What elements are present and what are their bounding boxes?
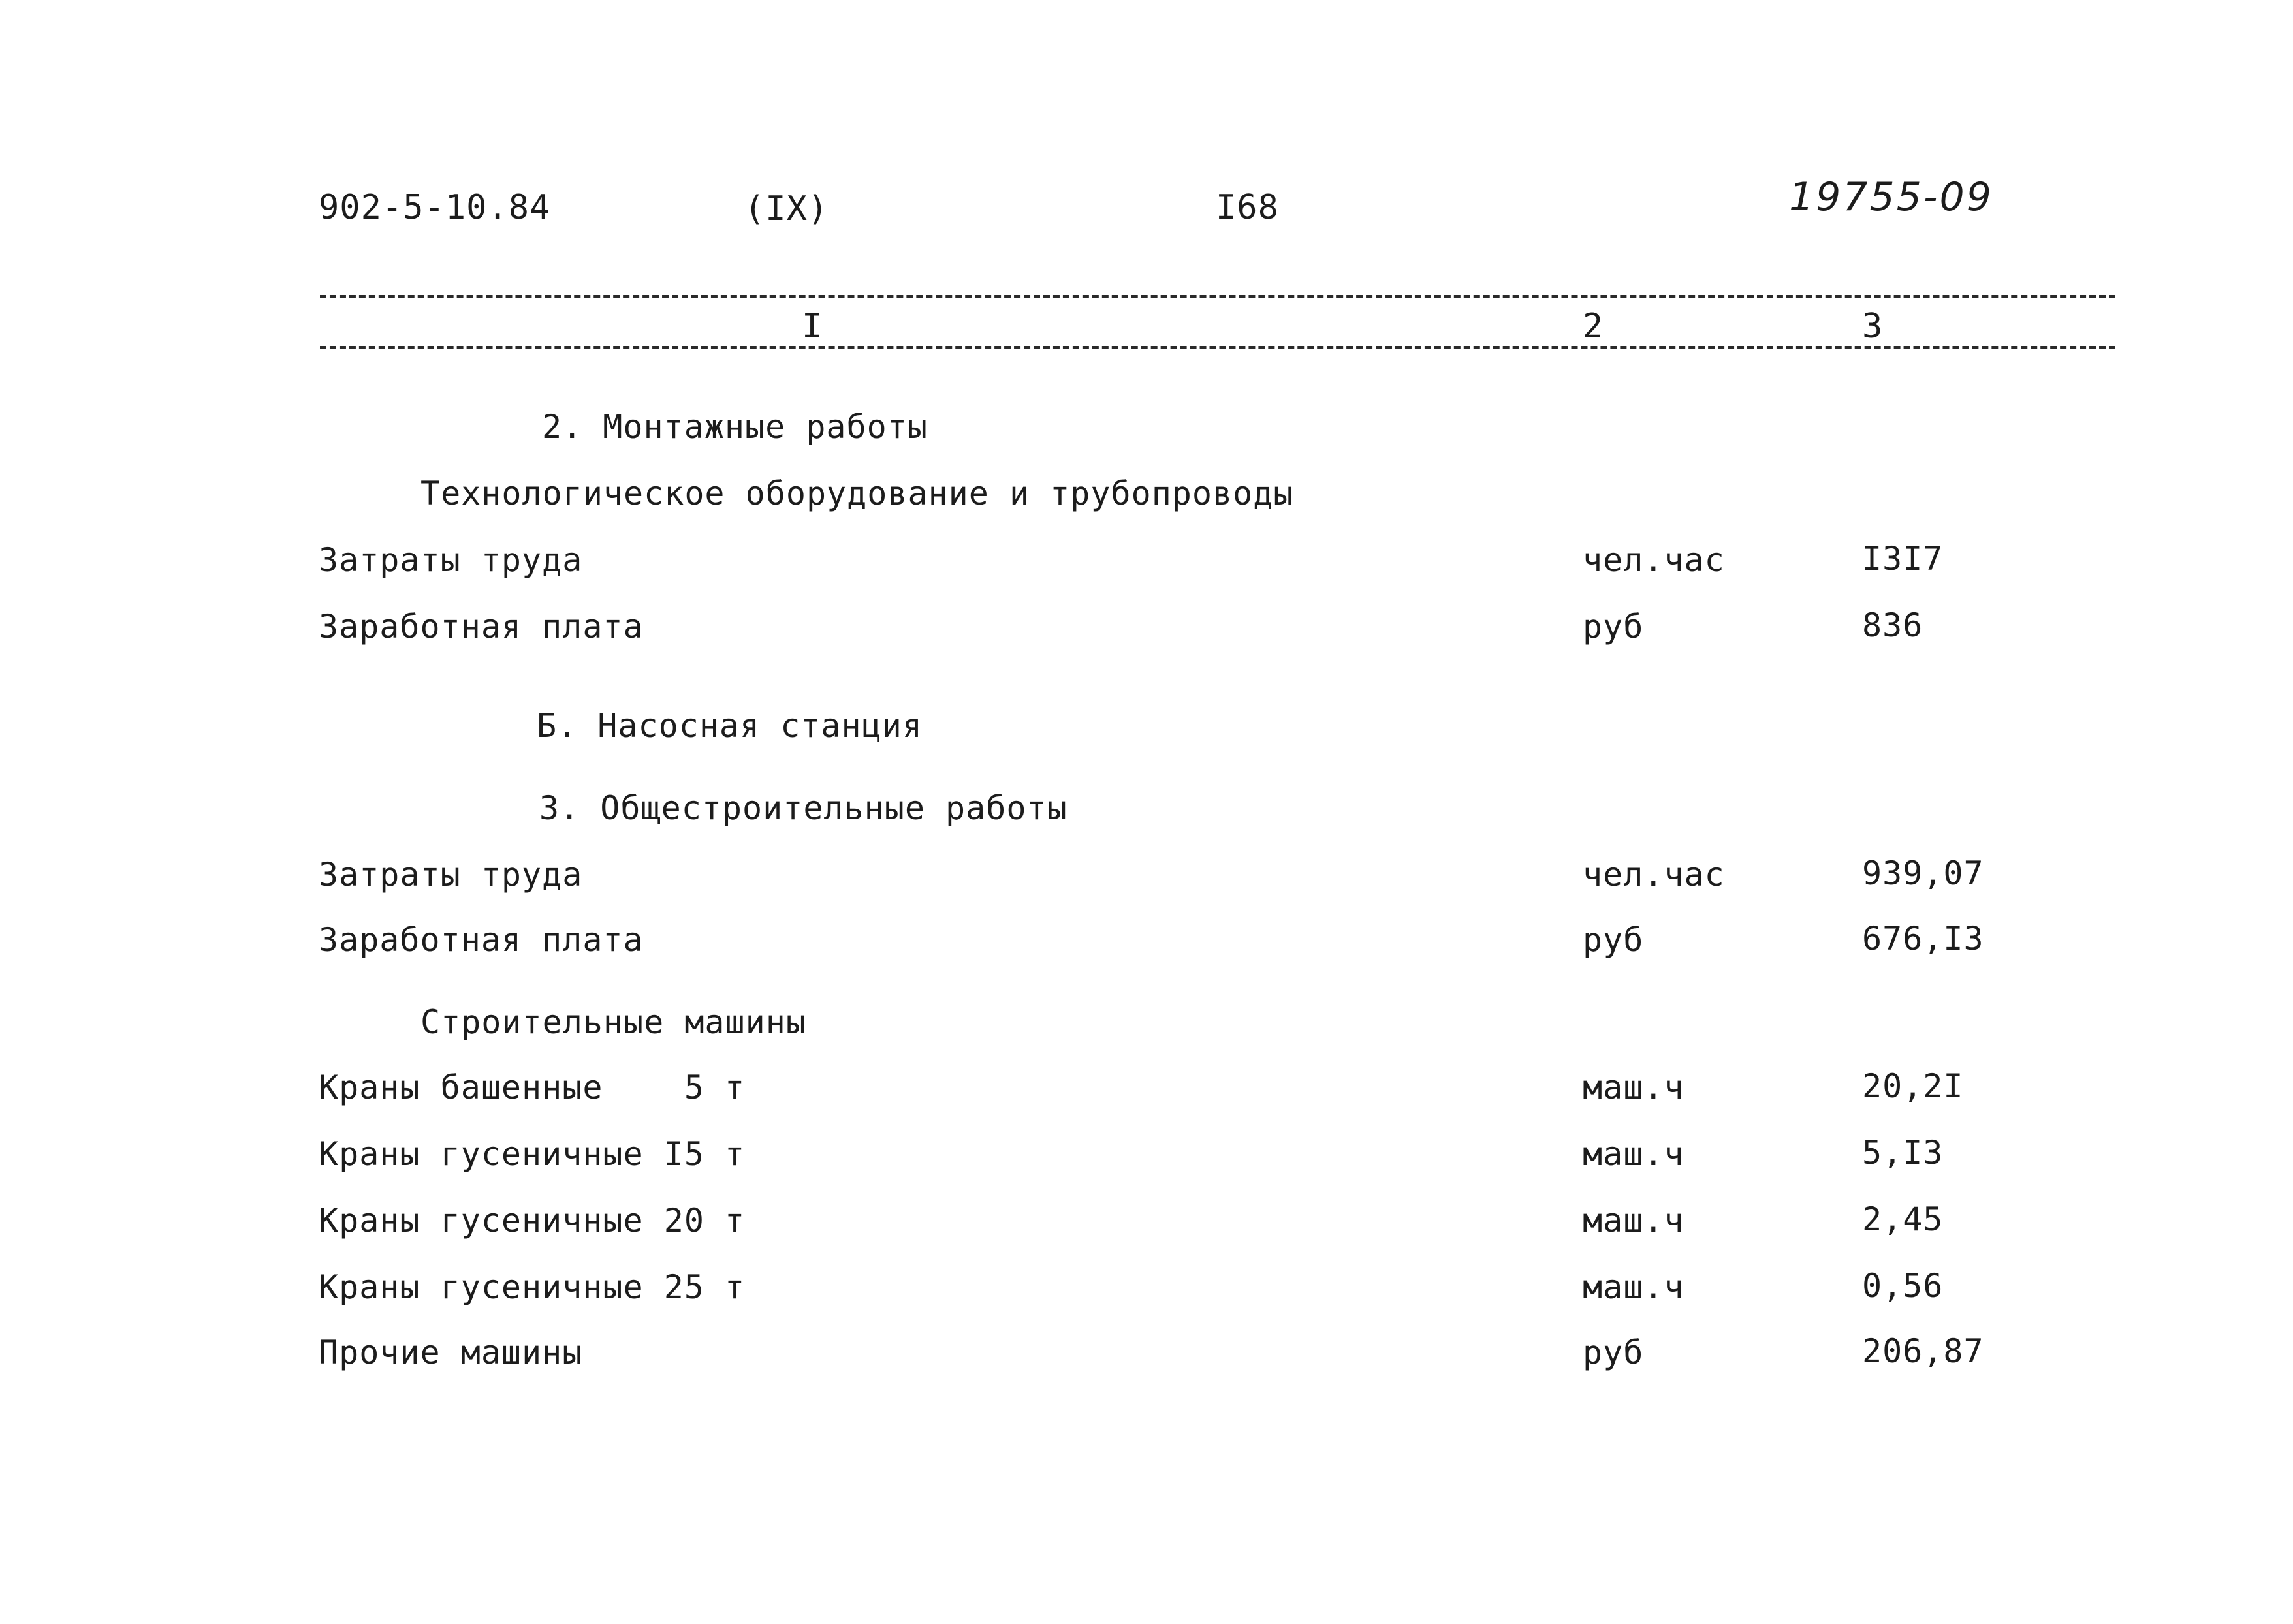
row-unit: руб	[1583, 1334, 1644, 1371]
inventory-number: 19755-09	[1789, 174, 1993, 220]
row-value: 5,I3	[1862, 1134, 1944, 1172]
section-heading-general: 3. Общестроительные работы	[539, 789, 1067, 827]
row-value: I3I7	[1862, 540, 1944, 578]
column-number-1: I	[798, 307, 826, 346]
row-value: 2,45	[1862, 1200, 1944, 1238]
section-heading-montage: 2. Монтажные работы	[542, 408, 928, 446]
row-unit: маш.ч	[1583, 1268, 1684, 1306]
section-subheading-equipment: Технологическое оборудование и трубопроводы	[420, 475, 1294, 512]
section-subheading-machines: Строительные машины	[420, 1003, 806, 1041]
row-value: 939,07	[1862, 854, 1984, 892]
column-number-3: 3	[1858, 307, 1886, 346]
row-label: Краны гусеничные I5 т	[319, 1135, 746, 1173]
row-unit: чел.час	[1583, 856, 1725, 894]
row-label: Заработная плата	[319, 608, 644, 646]
row-value: 836	[1862, 606, 1923, 644]
row-unit: руб	[1583, 608, 1644, 646]
table-header-top-rule	[320, 295, 2115, 298]
row-label: Затраты труда	[319, 856, 583, 894]
row-unit: маш.ч	[1583, 1202, 1684, 1240]
column-number-2: 2	[1579, 307, 1607, 346]
row-unit: руб	[1583, 921, 1644, 959]
row-label: Затраты труда	[319, 541, 583, 579]
row-unit: чел.час	[1583, 541, 1725, 579]
section-heading-station: Б. Насосная станция	[537, 707, 923, 745]
doc-code: 902-5-10.84	[319, 188, 551, 227]
row-label: Краны гусеничные 20 т	[319, 1202, 746, 1240]
row-value: 206,87	[1862, 1332, 1984, 1370]
row-label: Краны башенные 5 т	[319, 1069, 746, 1106]
row-value: 676,I3	[1862, 920, 1984, 958]
doc-part: (IX)	[744, 189, 829, 228]
page-number: I68	[1216, 188, 1279, 227]
row-value: 0,56	[1862, 1267, 1944, 1305]
table-header-bottom-rule	[320, 346, 2115, 349]
row-unit: маш.ч	[1583, 1135, 1684, 1173]
row-label: Прочие машины	[319, 1334, 583, 1371]
row-unit: маш.ч	[1583, 1069, 1684, 1106]
row-label: Краны гусеничные 25 т	[319, 1268, 746, 1306]
row-value: 20,2I	[1862, 1067, 1964, 1105]
row-label: Заработная плата	[319, 921, 644, 959]
